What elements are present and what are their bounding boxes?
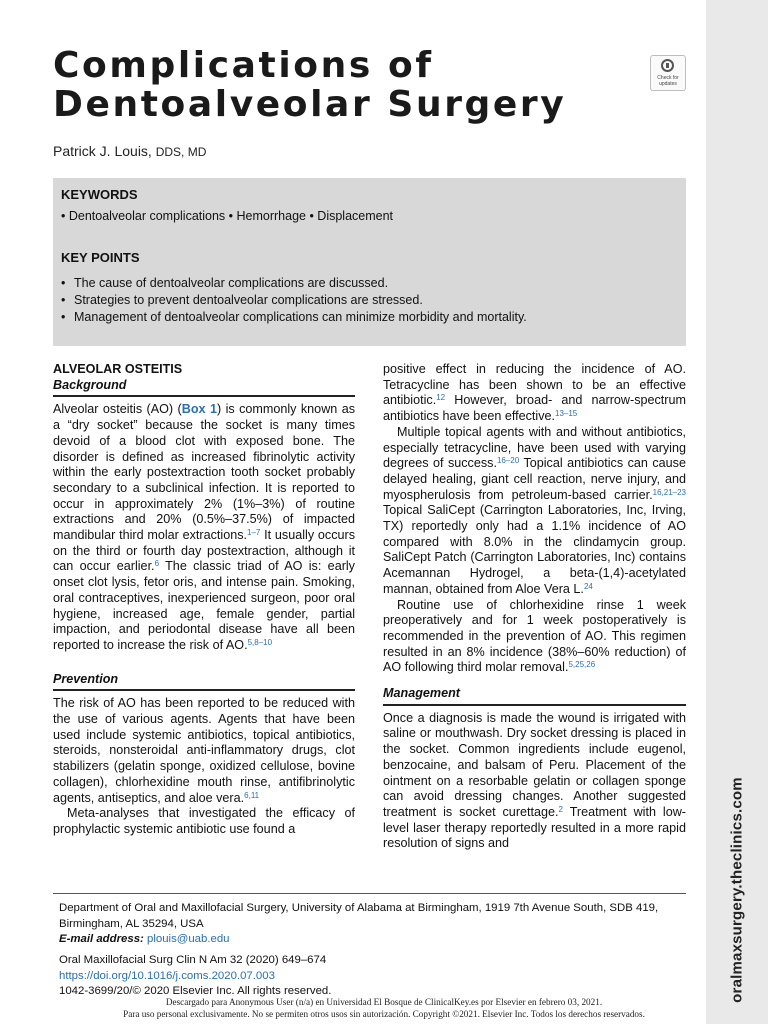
chlorhexidine-paragraph: Routine use of chlorhexidine rinse 1 week preoperatively and for 1 week postoperatively is recommended in the prevention of AO. This regimen resulted in an 8% incidence (38%–60% reduction) of AO following third molar removal.$^{5,25,26}$ <box>383 597 686 675</box>
key-point-item: • Management of dentoalveolar complications can minimize morbidity and mortality. <box>61 310 527 324</box>
author-name: Patrick J. Louis, <box>53 143 152 159</box>
keywords-list: • Dentoalveolar complications • Hemorrhage • Displacement <box>61 209 394 223</box>
article-title <box>53 46 613 124</box>
title-line-1: Complications of <box>53 45 434 86</box>
check-for-updates-badge[interactable] <box>650 55 686 91</box>
prevention-paragraph-2: Meta-analyses that investigated the efficacy of prophylactic systemic antibiotic use found a <box>53 806 355 836</box>
box-1-link[interactable]: Box 1 <box>181 402 217 417</box>
journal-citation: Oral Maxillofacial Surg Clin N Am 32 (2020) 649–674 <box>59 954 327 966</box>
journal-url[interactable]: oralmaxsurgery.theclinics.com <box>728 777 746 1003</box>
heading-rule <box>383 704 686 706</box>
reference-link[interactable]: 6 <box>154 559 160 569</box>
background-heading: Background <box>53 377 127 392</box>
badge-label: Check for updates <box>657 75 679 87</box>
prevention-paragraph: The risk of AO has been reported to be reduced with the use of various agents. Agents that have been used include systemic antibiotics, topical antibiotics, steroids, nonsteroidal anti-inflammatory drugs, clot stabilizers (gelatin sponge, oxidized cellulose, bovine collagen), chlorhexidine mouth rinse, antifibrinolytic agents, antiseptics, and aloe vera.$^{6,11}$ <box>53 696 355 805</box>
management-paragraph: Once a diagnosis is made the wound is irrigated with saline or mouthwash. Dry socket dressing is placed in the socket. Common ingredients include eugenol, benzocaine, and balsam of Peru. Placement of the ointment on a resorbable gelatin or collagen sponge can avoid dressing changes. Another suggested treatment is socket curettage.$^2$ Treatment with low-level laser therapy reportedly resulted in a more rapid resolution of signs and <box>383 710 686 851</box>
key-point-item: • The cause of dentoalveolar complications are discussed. <box>61 276 389 290</box>
topical-agents-paragraph: Multiple topical agents with and without antibiotics, especially tetracycline, have been used with varying degrees of success.$^{16-20}$ Topical antibiotics can cause delayed healing, giant cell reaction, nerve injury, and myospherulosis from petroleum-based carrier.$^{16,21-23}$ Topical SaliCept (Carrington Laboratories, Inc, Irving, TX) reportedly only had a 1.1% incidence of AO compared with 8.0% in the clindamycin group. SaliCept Patch (Carrington Laboratories, Inc) contains Acemannan Hydrogel, a beta-(1,4)-acetylated mannan, obtained from Aloe Vera L.$^{24}$ <box>383 424 686 596</box>
email-label: E-mail address: <box>59 933 144 946</box>
email-link[interactable]: plouis@uab.edu <box>147 933 230 946</box>
citation-block <box>59 953 686 1000</box>
title-line-2: Dentoalveolar Surgery <box>53 84 567 125</box>
email-line <box>59 932 686 948</box>
affiliation-block <box>59 901 686 948</box>
reference-link[interactable]: 12 <box>436 393 446 403</box>
section-heading: ALVEOLAR OSTEITIS <box>53 362 183 376</box>
reference-link[interactable]: 24 <box>583 581 593 591</box>
author-line <box>53 143 206 159</box>
reference-link[interactable]: 1–7 <box>247 528 261 538</box>
management-heading: Management <box>383 686 460 701</box>
reference-link[interactable]: 5,25,26 <box>568 660 596 670</box>
copyright: 1042-3699/20/© 2020 Elsevier Inc. All rights reserved. <box>59 985 332 998</box>
reference-link[interactable]: 13–15 <box>555 409 578 419</box>
reference-link[interactable]: 6,11 <box>244 790 260 800</box>
author-degrees: DDS, MD <box>155 145 207 159</box>
reference-link[interactable]: 16,21–23 <box>652 487 686 497</box>
left-column <box>53 362 355 838</box>
reference-link[interactable]: 16–20 <box>496 456 520 466</box>
check-for-updates-icon <box>661 59 674 72</box>
reference-link[interactable]: 5,8–10 <box>247 637 273 647</box>
key-points-heading: KEY POINTS <box>61 250 140 265</box>
affiliation: Department of Oral and Maxillofacial Surgery, University of Alabama at Birmingham, 1919 7th Avenue South, SDB 419, Birmingham, AL 35294, USA <box>59 902 659 930</box>
doi-link[interactable]: https://doi.org/10.1016/j.coms.2020.07.003 <box>59 969 275 982</box>
background-paragraph: Alveolar osteitis (AO) (Box 1) is commonly known as a “dry socket” because the socket is many times devoid of a blood clot with exposed bone. The disorder is defined as increased fibrinolytic activity within the early postextraction tooth socket probably secondary to a subclinical infection. It is reported to occur in approximately 2% (1%–3%) of routine extractions and 20% (0.5%–37.5%) of impacted mandibular third molar extractions.$^{1-7}$ It usually occurs on the third or fourth day postextraction, although it can occur earlier.$^6$ The classic triad of AO is: early onset clot lysis, fetor oris, and intense pain. Smoking, oral contraceptives, inexperienced surgeon, poor oral hygiene, increased age, female gender, partial impaction, and periodontal disease have all been reported to increase the risk of AO.$^{5,8-10}$ <box>53 402 356 652</box>
prevention-heading: Prevention <box>53 671 119 686</box>
antibiotics-paragraph: positive effect in reducing the incidence of AO. Tetracycline has been shown to be an effective antibiotic.$^{12}$ However, broad- and narrow-spectrum antibiotics have been effective.$^{13-15}$ <box>383 362 686 424</box>
keywords-box <box>53 178 686 346</box>
keywords-heading: KEYWORDS <box>61 187 138 202</box>
download-notice-line-2: Para uso personal exclusivamente. No se permiten otros usos sin autorización. Copyright ©2021. Elsevier Inc. Todos los derechos reservados. <box>123 1009 645 1019</box>
right-column <box>383 362 686 852</box>
heading-rule <box>53 689 355 691</box>
reference-link[interactable]: 2 <box>558 804 563 814</box>
download-notice-line-1: Descargado para Anonymous User (n/a) en Universidad El Bosque de ClinicalKey.es por Elsevier en febrero 03, 2021. <box>165 997 603 1007</box>
heading-rule <box>53 395 355 397</box>
key-point-item: • Strategies to prevent dentoalveolar complications are stressed. <box>61 293 423 307</box>
footer-rule <box>53 893 686 894</box>
